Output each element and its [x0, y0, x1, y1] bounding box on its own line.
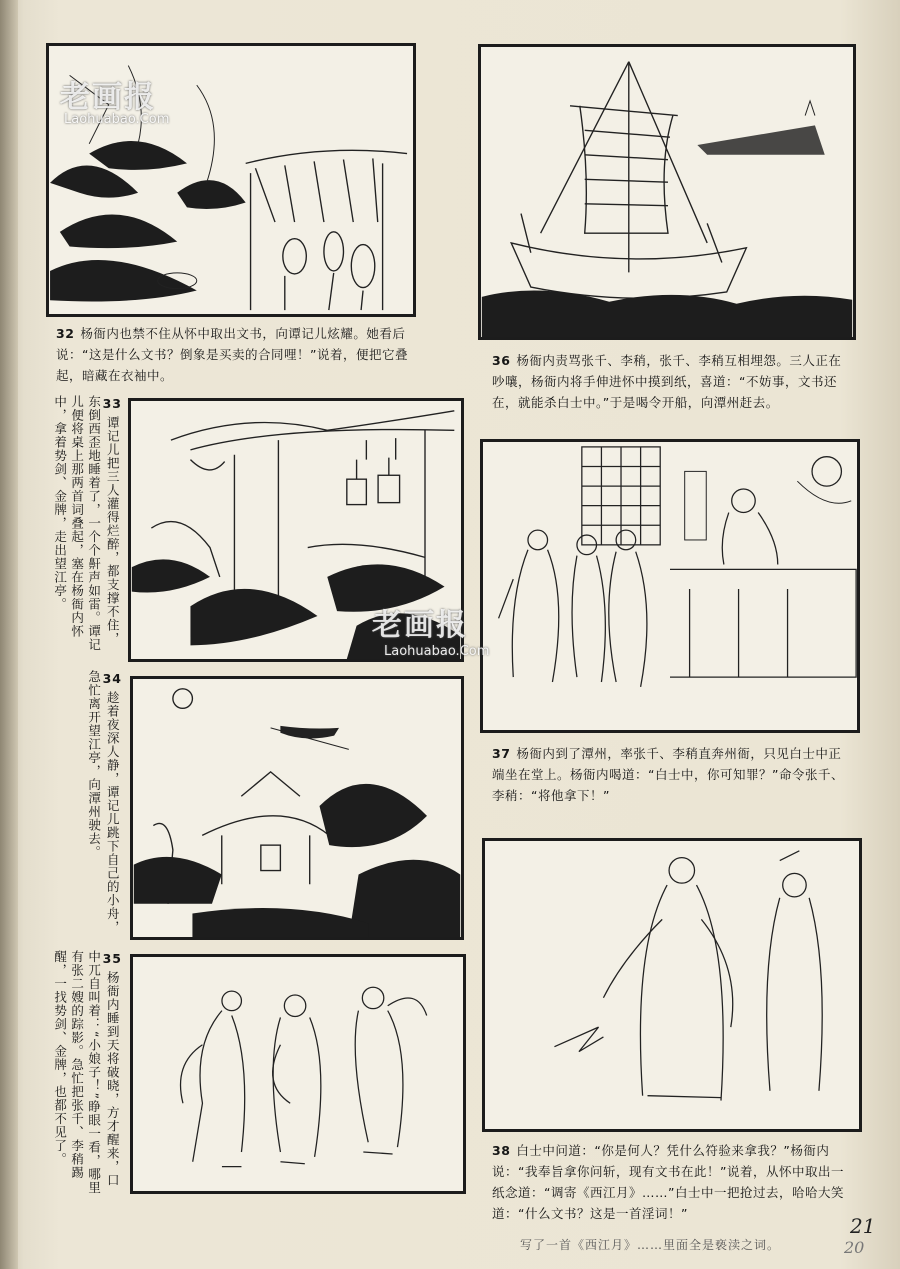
watermark-brand: 老画报 [60, 80, 156, 115]
caption-38 [492, 1140, 852, 1224]
watermark-url: Laohuabao.Com [384, 644, 490, 659]
bleed-through-footer: 写了一首《西江月》……里面全是亵渎之词。 [520, 1238, 781, 1252]
previous-page-number: 20 [844, 1238, 865, 1257]
caption-37 [492, 743, 852, 806]
panel-34-illustration [130, 676, 464, 940]
caption-35 [50, 950, 122, 1195]
caption-number: 35 [102, 951, 122, 966]
caption-text: 白士中问道：“你是何人？凭什么符验来拿我？”杨衙内说：“我奉旨拿你问斩，现有文书在此！”说着，从怀中取出一纸念道：“调寄《西江月》……”白士中一把抢过去，哈哈大笑道：“什么文书？这是一首淫词！” [492, 1143, 844, 1221]
caption-32 [56, 323, 416, 386]
caption-text: 杨衙内责骂张千、李稍，张千、李稍互相埋怨。三人正在吵嚷，杨衙内将手伸进怀中摸到纸，喜道：“不妨事，文书还在，就能杀白士中。”于是喝令开船，向潭州赶去。 [492, 353, 842, 410]
caption-text: 杨衙内也禁不住从怀中取出文书，向谭记儿炫耀。她看后说：“这是什么文书？倒象是买卖的合同哩！”说着，便把它叠起，暗藏在衣袖中。 [56, 326, 408, 383]
caption-36 [492, 350, 852, 413]
caption-number: 34 [102, 671, 122, 686]
confrontation-drawing [485, 841, 859, 1129]
caption-number: 36 [492, 353, 511, 368]
panel-38-illustration [482, 838, 862, 1132]
caption-number: 32 [56, 326, 75, 341]
panel-36-illustration [478, 44, 856, 340]
courtroom-drawing [483, 442, 857, 730]
watermark-brand: 老画报 [372, 608, 468, 643]
caption-33 [50, 395, 122, 655]
caption-number: 38 [492, 1143, 511, 1158]
caption-text: 趁着夜深人静，谭记儿跳下自己的小舟，急忙离开望江亭，向潭州驶去。 [86, 670, 121, 934]
caption-text: 谭记儿把三人灌得烂醉，都支撑不住，东倒西歪地睡着了，一个个鼾声如雷。谭记儿便将桌上那两首词叠起，塞在杨衙内怀中，拿着势剑、金牌，走出望江亭。 [52, 395, 121, 652]
sailing-ship-drawing [481, 47, 853, 337]
caption-34 [50, 670, 122, 940]
page-number: 21 [850, 1214, 876, 1238]
caption-text: 杨衙内睡到天将破晓，方才醒来，口中兀自叫着：“小娘子！”睁眼一看，哪里有张二嫂的踪影。急忙把张千、李稍踢醒，一找势剑、金牌，也都不见了。 [52, 950, 121, 1195]
panel-37-illustration [480, 439, 860, 733]
binding-spine [0, 0, 18, 1269]
watermark-url: Laohuabao.Com [64, 112, 170, 127]
night-boat-pavilion-drawing [133, 679, 461, 937]
caption-number: 33 [102, 396, 122, 411]
three-men-waking-drawing [133, 957, 463, 1191]
caption-number: 37 [492, 746, 511, 761]
caption-text: 杨衙内到了潭州，率张千、李稍直奔州衙，只见白士中正端坐在堂上。杨衙内喝道：“白士中，你可知罪？”命令张千、李稍：“将他拿下！” [492, 746, 844, 803]
panel-35-illustration [130, 954, 466, 1194]
